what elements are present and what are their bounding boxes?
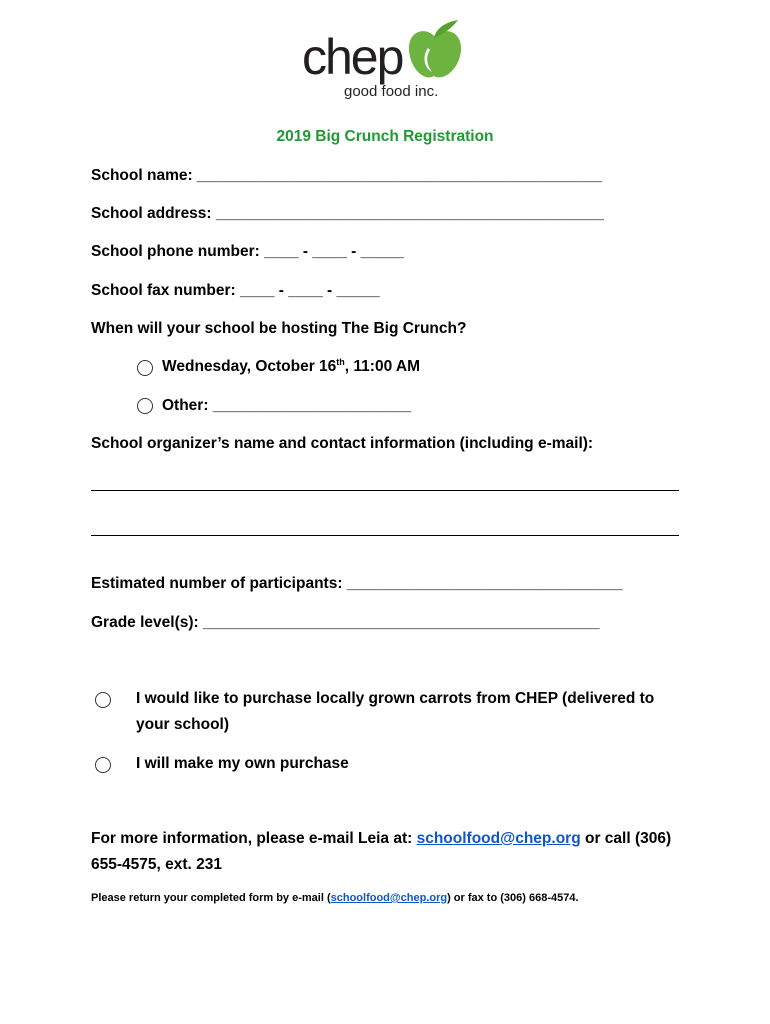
purchase-own-label: I will make my own purchase	[136, 755, 349, 772]
apple-icon	[404, 18, 466, 84]
participants-field[interactable]: Estimated number of participants: ________________________________	[91, 575, 623, 592]
purchase-chep-radio[interactable]	[95, 692, 111, 708]
organizer-label: School organizer’s name and contact information (including e-mail):	[91, 435, 594, 452]
purchase-chep-label-line1: I would like to purchase locally grown carrots from CHEP (delivered to	[136, 690, 655, 707]
hosting-wednesday-label: Wednesday, October 16th, 11:00 AM	[162, 356, 421, 375]
purchase-chep-label-line2: your school)	[136, 716, 230, 733]
info-text-line2: 655-4575, ext. 231	[91, 856, 222, 873]
school-name-field[interactable]: School name: _______________________________________________	[91, 167, 603, 184]
school-fax-field[interactable]: School fax number: ____ - ____ - _____	[91, 282, 380, 299]
school-phone-field[interactable]: School phone number: ____ - ____ - _____	[91, 243, 404, 260]
organizer-line-2[interactable]	[91, 535, 679, 536]
hosting-other-field[interactable]: Other: _______________________	[162, 397, 412, 414]
organizer-line-1[interactable]	[91, 490, 679, 491]
logo-wordmark: chep	[302, 29, 403, 85]
hosting-question: When will your school be hosting The Big Crunch?	[91, 320, 467, 337]
return-instructions: Please return your completed form by e-mail (schoolfood@chep.org) or fax to (306) 668-4574.	[91, 892, 579, 904]
school-address-field[interactable]: School address: _____________________________________________	[91, 205, 604, 222]
grade-levels-field[interactable]: Grade level(s): ______________________________________________	[91, 614, 600, 631]
logo-tagline: good food inc.	[344, 83, 439, 100]
purchase-own-radio[interactable]	[95, 757, 111, 773]
info-email-link[interactable]: schoolfood@chep.org	[416, 830, 581, 847]
chep-logo	[298, 18, 468, 104]
hosting-wednesday-radio[interactable]	[137, 360, 153, 376]
hosting-other-radio[interactable]	[137, 398, 153, 414]
form-title: 2019 Big Crunch Registration	[276, 128, 494, 145]
footer-email-link[interactable]: schoolfood@chep.org	[330, 892, 448, 904]
info-text: For more information, please e-mail Leia at: schoolfood@chep.org or call (306)	[91, 830, 672, 847]
